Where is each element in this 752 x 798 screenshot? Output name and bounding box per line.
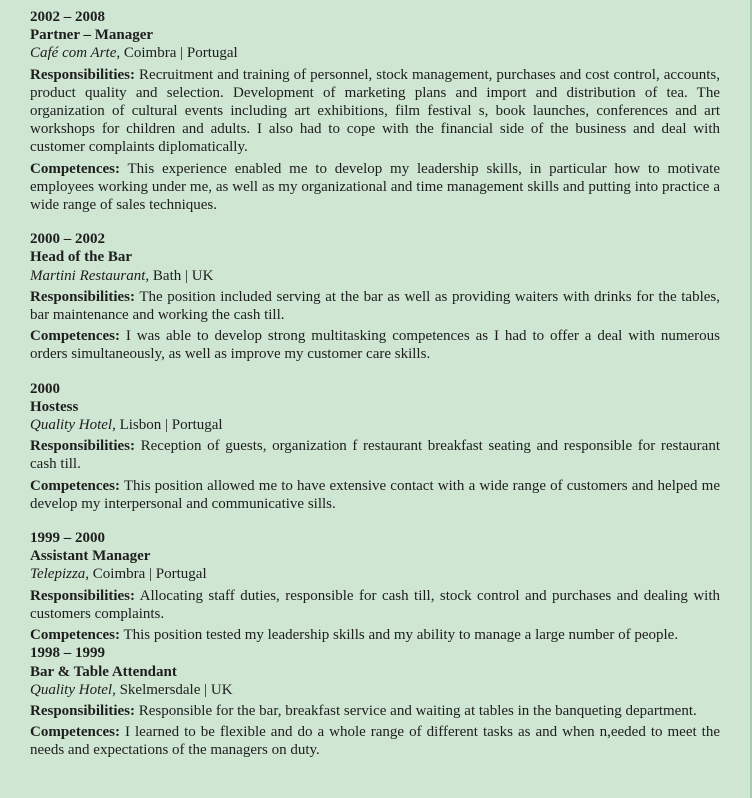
competences-text: I was able to develop strong multitasking competences as I had to offer a deal with numerous orders simultaneously, as well as improve my customer care skills. <box>30 328 720 363</box>
entry-competences <box>30 723 720 759</box>
experience-entry <box>30 8 720 214</box>
competences-text: I learned to be flexible and do a whole range of different tasks as and when n,eeded to meet the needs and expectations of the managers on duty. <box>30 724 720 759</box>
entry-date: 2002 – 2008 <box>30 9 105 25</box>
entry-company-line <box>30 267 720 285</box>
responsibilities-label: Responsibilities: <box>30 438 136 455</box>
entry-responsibilities <box>30 587 720 623</box>
entry-competences <box>30 160 720 215</box>
responsibilities-text: Reception of guests, organization f restaurant breakfast seating and responsible for restaurant cash till. <box>30 438 720 473</box>
entry-responsibilities <box>30 437 720 473</box>
experience-entry <box>30 644 720 759</box>
entry-location: , Coimbra | Portugal <box>116 45 238 62</box>
experience-entry <box>30 380 720 513</box>
responsibilities-label: Responsibilities: <box>30 702 136 719</box>
responsibilities-text: The position included serving at the bar as well as providing waiters with drinks for the tables, bar maintenance and working the cash till. <box>30 288 720 324</box>
entry-date: 1999 – 2000 <box>30 530 105 547</box>
entry-location: , Lisbon | Portugal <box>112 417 223 434</box>
entry-location: , Bath | UK <box>145 267 214 284</box>
entry-job-title: Hostess <box>30 398 79 415</box>
competences-label: Competences: <box>30 477 120 494</box>
responsibilities-text: Recruitment and training of personnel, stock management, purchases and cost control, accounts, product quality and selection. Development of marketing plans and import and distribution of tea. The organization of cultural events including art exhibitions, film festival s, book launches, conferences and art workshops for children and adults. I also had to cope with the financial side of the business and deal with customer complaints diplomatically. <box>30 66 720 156</box>
responsibilities-text: Responsible for the bar, breakfast service and waiting at tables in the banqueting department. <box>135 702 697 719</box>
entry-company: Quality Hotel <box>30 681 113 698</box>
entry-date: 2000 – 2002 <box>30 231 105 248</box>
competences-text: This position allowed me to have extensive contact with a wide range of customers and helped me develop my interpersonal and communicative sills. <box>30 477 720 512</box>
entry-competences <box>30 626 720 644</box>
entry-company-line <box>30 416 720 434</box>
entry-date: 2000 <box>30 380 60 397</box>
entry-responsibilities <box>30 66 720 157</box>
entry-company: Café com Arte <box>30 45 117 62</box>
entry-responsibilities <box>30 702 720 720</box>
entry-job-title: Head of the Bar <box>30 249 133 266</box>
entry-company-line <box>30 44 720 62</box>
entry-job-title: Assistant Manager <box>30 548 151 565</box>
responsibilities-label: Responsibilities: <box>30 288 136 305</box>
competences-label: Competences: <box>30 627 120 644</box>
entry-company-line <box>30 681 720 699</box>
entry-job-title: Bar & Table Attendant <box>30 663 177 680</box>
entry-company: Telepizza <box>30 566 86 583</box>
responsibilities-label: Responsibilities: <box>30 66 136 83</box>
entry-company: Quality Hotel <box>30 417 113 434</box>
competences-label: Competences: <box>30 160 120 177</box>
competences-text: This experience enabled me to develop my leadership skills, in particular how to motivate employees working under me, as well as my organizational and time management skills and putting into practice a wide range of sales techniques. <box>30 160 720 214</box>
competences-label: Competences: <box>30 724 120 741</box>
competences-text: This position tested my leadership skills and my ability to manage a large number of people. <box>119 627 679 644</box>
experience-entry <box>30 529 720 644</box>
responsibilities-text: Allocating staff duties, responsible for cash till, stock control and purchases and dealing with customers complaints. <box>30 587 720 622</box>
responsibilities-label: Responsibilities: <box>30 587 136 604</box>
entry-location: , Skelmersdale | UK <box>112 681 233 698</box>
entry-company: Martini Restaurant <box>30 267 146 284</box>
entry-location: , Coimbra | Portugal <box>85 566 207 583</box>
entry-responsibilities <box>30 288 720 324</box>
entry-company-line <box>30 565 720 583</box>
entry-job-title: Partner – Manager <box>30 27 154 44</box>
entry-competences <box>30 477 720 513</box>
entry-date: 1998 – 1999 <box>30 645 105 662</box>
competences-label: Competences: <box>30 328 120 345</box>
entry-competences <box>30 327 720 363</box>
experience-entry <box>30 230 720 363</box>
